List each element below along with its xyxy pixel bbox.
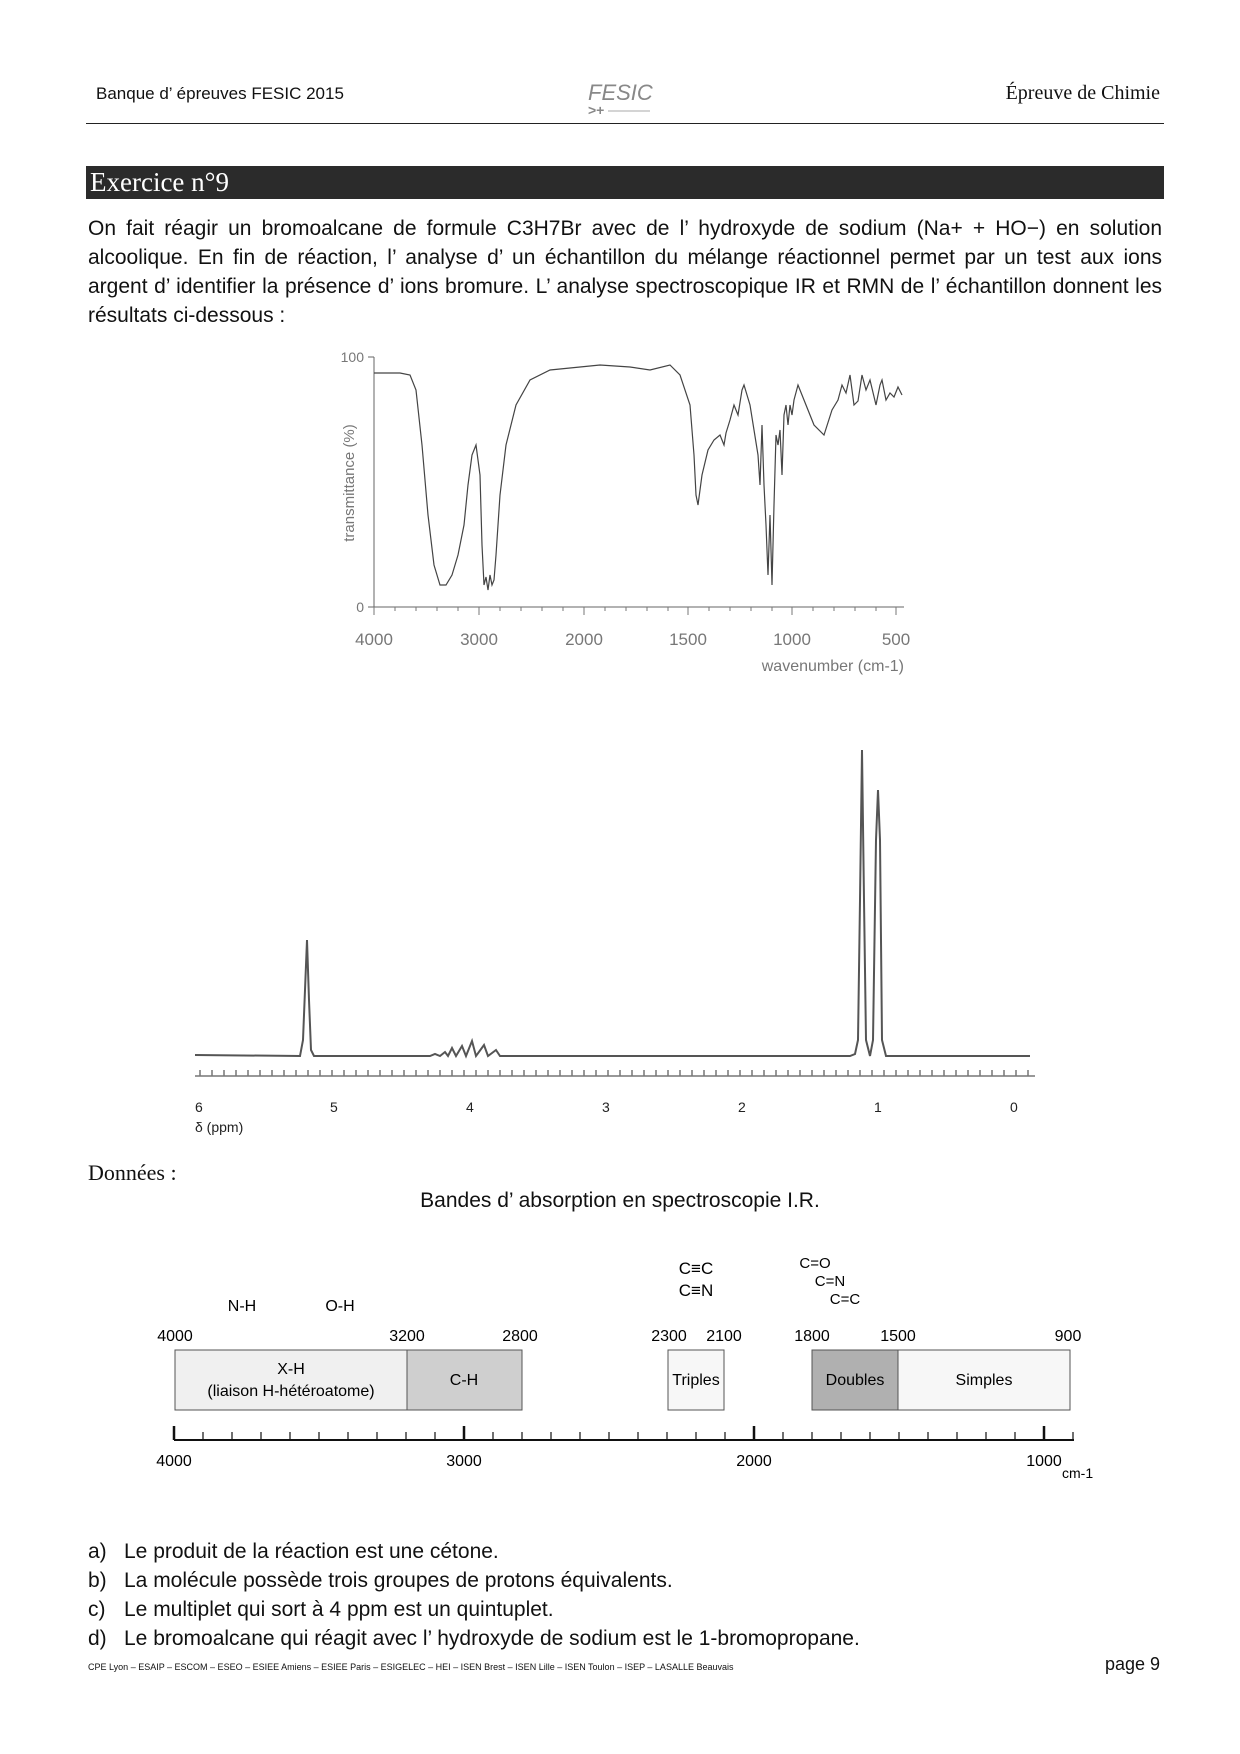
logo-text: FESIC: [588, 80, 653, 105]
nmr-xtick-1: 1: [874, 1099, 882, 1115]
nmr-xtick-4: 4: [466, 1099, 474, 1115]
ir-xtick-1500: 1500: [669, 630, 707, 649]
nmr-xtick-0: 0: [1010, 1099, 1018, 1115]
ir-trace: [374, 365, 902, 590]
footer-schools: CPE Lyon – ESAIP – ESCOM – ESEO – ESIEE Amiens – ESIEE Paris – ESIGELEC – HEI – ISEN Brest – ISEN Lille – ISEN Toulon – ISEP – LASALLE Beauvais: [88, 1662, 734, 1672]
ir-ytick-0: 0: [356, 599, 364, 615]
label-cn-double: C=N: [814, 1273, 846, 1290]
ir-xtick-500: 500: [881, 630, 911, 649]
nmr-axis-ticks: [200, 1070, 1028, 1076]
exercise-title: Exercice n°9: [90, 167, 229, 197]
question-d: d) Le bromoalcane qui réagit avec l’ hydroxyde de sodium est le 1-bromopropane.: [88, 1627, 860, 1650]
ir-table-title: Bandes d’ absorption en spectroscopie I.R.: [420, 1189, 820, 1212]
exercise-intro: On fait réagir un bromoalcane de formule C3H7Br avec de l’ hydroxyde de sodium (Na+ + HO−) en solution alcoolique. En fin de réaction, l’ analyse d’ un échantillon du mélange réactionnel permet par un test aux ions argent d’ identifier la présence d’ ions bromure. L’ analyse spectroscopique IR et RMN de l’ échantillon donnent les résultats ci-dessous :: [88, 217, 1162, 327]
top-tick-1800: 1800: [794, 1328, 830, 1345]
box-xh-line2: (liaison H-hétéroatome): [207, 1383, 375, 1400]
top-tick-2100: 2100: [706, 1328, 742, 1345]
top-tick-900: 900: [1054, 1328, 1082, 1345]
top-tick-2800: 2800: [502, 1328, 538, 1345]
nmr-xtick-3: 3: [602, 1099, 610, 1115]
ir-xtick-2000: 2000: [565, 630, 603, 649]
box-simples-label: Simples: [955, 1372, 1013, 1389]
header-left: Banque d’ épreuves FESIC 2015: [96, 84, 344, 103]
nmr-xtick-2: 2: [738, 1099, 746, 1115]
label-nh: N-H: [227, 1298, 257, 1315]
page-number: page 9: [1104, 1654, 1160, 1674]
nmr-spectrum: [190, 740, 1060, 1140]
label-cc-double: C=C: [829, 1291, 861, 1308]
donnees-label: Données :: [88, 1160, 177, 1185]
box-doubles-label: Doubles: [825, 1372, 885, 1389]
ir-xlabel: wavenumber (cm-1): [761, 658, 904, 675]
box-xh-line1: X-H: [277, 1361, 305, 1378]
fesic-logo: [580, 74, 670, 118]
top-tick-3200: 3200: [389, 1328, 425, 1345]
top-tick-1500: 1500: [880, 1328, 916, 1345]
question-a: a) Le produit de la réaction est une cétone.: [88, 1540, 499, 1563]
exercise-title-bar: [86, 166, 1164, 199]
axis-tick-3000: 3000: [446, 1453, 482, 1470]
ir-xtick-3000: 3000: [460, 630, 498, 649]
label-cn-triple: C≡N: [678, 1281, 714, 1300]
nmr-trace: [195, 750, 1030, 1056]
axis-tick-1000: 1000: [1026, 1453, 1062, 1470]
box-xh: [175, 1350, 407, 1410]
axis-tick-4000: 4000: [156, 1453, 192, 1470]
header-rule: [86, 123, 1164, 124]
question-c: c) Le multiplet qui sort à 4 ppm est un quintuplet.: [88, 1598, 554, 1621]
ir-ylabel: transmittance (%): [341, 424, 358, 542]
ir-xtick-1000: 1000: [773, 630, 811, 649]
axis-unit: cm-1: [1062, 1465, 1094, 1481]
ir-ytick-100: 100: [340, 349, 364, 365]
axis-tick-2000: 2000: [736, 1453, 772, 1470]
header-right: Épreuve de Chimie: [1005, 82, 1160, 104]
box-triples-label: Triples: [672, 1372, 720, 1389]
top-tick-2300: 2300: [651, 1328, 687, 1345]
label-oh: O-H: [325, 1298, 355, 1315]
questions-list: [88, 1537, 860, 1653]
svg-text:>+: >+: [588, 102, 605, 118]
top-tick-4000: 4000: [157, 1328, 193, 1345]
box-ch-label: C-H: [449, 1372, 479, 1389]
ir-band-table: [150, 1240, 1100, 1500]
ir-xtick-4000: 4000: [355, 630, 393, 649]
label-co-double: C=O: [799, 1255, 831, 1272]
ir-spectrum: [330, 345, 920, 685]
question-b: b) La molécule possède trois groupes de protons équivalents.: [88, 1569, 673, 1592]
nmr-xlabel: δ (ppm): [195, 1119, 244, 1135]
nmr-xtick-5: 5: [330, 1099, 338, 1115]
label-cc-triple: C≡C: [678, 1259, 714, 1278]
nmr-xtick-6: 6: [195, 1099, 203, 1115]
